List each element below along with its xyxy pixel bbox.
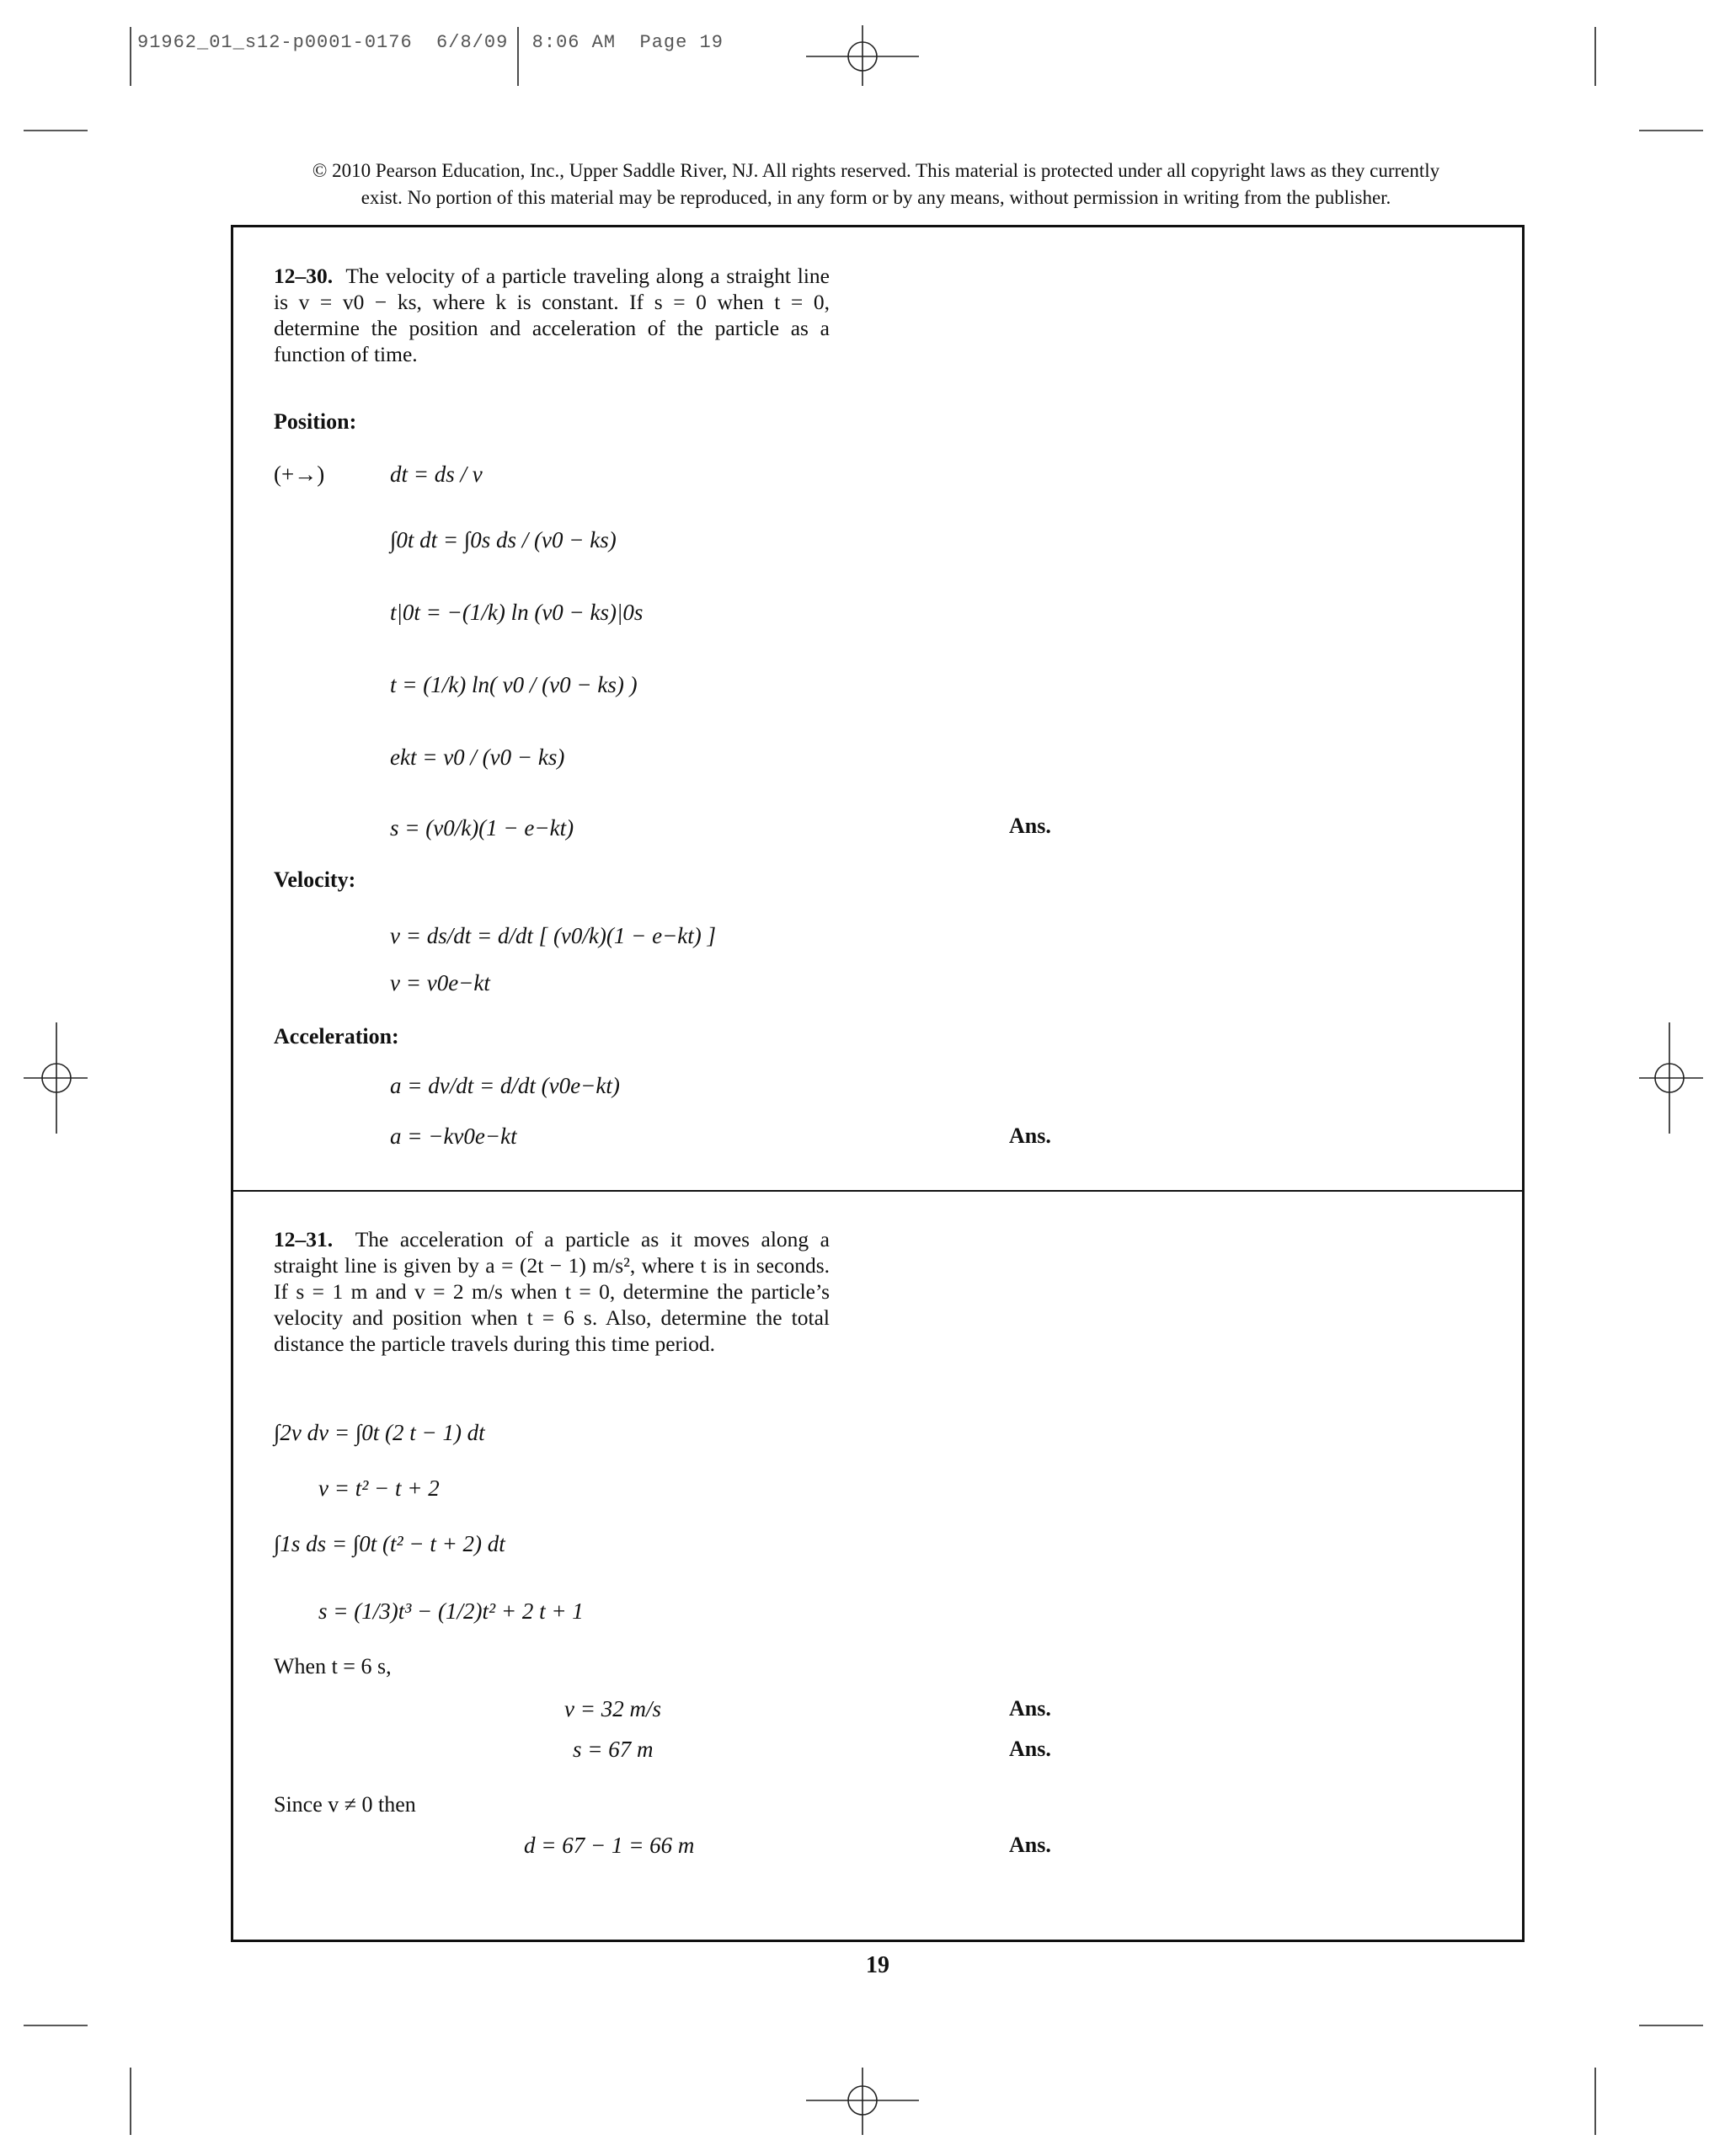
copyright-notice	[253, 157, 1499, 211]
answer-label-position-2: Ans.	[1009, 1737, 1051, 1761]
print-slug: 91962_01_s12-p0001-0176 6/8/09 8:06 AM Page 19	[137, 32, 724, 53]
problem-12-30-statement	[274, 263, 830, 367]
problem-text: The acceleration of a particle as it moves along a straight line is given by a = (2t − 1) m/s², where t is in seconds. If s = 1 m and v = 2 m/s when t = 0, determine the particle’s velocity and position when t = 6 s. Also, determine the total distance the particle travels during this time period.	[274, 1227, 830, 1356]
equation-s-result: s = (1/3)t³ − (1/2)t² + 2 t + 1	[318, 1598, 584, 1624]
equation-dt: dt = ds / v	[390, 462, 483, 487]
problem-number: 12–31.	[274, 1227, 334, 1251]
copyright-line-1: © 2010 Pearson Education, Inc., Upper Saddle River, NJ. All rights reserved. This material is protected under all copyright laws as they currently	[312, 160, 1440, 181]
problem-text: The velocity of a particle traveling along a straight line is v = v0 − ks, where k is constant. If s = 0 when t = 0, determine the position and acceleration of the particle as a function of time.	[274, 264, 830, 366]
equation-velocity-derivative: v = ds/dt = d/dt [ (v0/k)(1 − e−kt) ]	[390, 923, 717, 948]
answer-label-distance: Ans.	[1009, 1833, 1051, 1857]
when-statement: When t = 6 s,	[274, 1654, 392, 1678]
sign-convention: (+→)	[274, 462, 325, 487]
equation-integral-t: ∫0t dt = ∫0s ds / (v0 − ks)	[390, 527, 617, 552]
problem-number: 12–30.	[274, 264, 334, 288]
equation-t-solved: t = (1/k) ln( v0 / (v0 − ks) )	[390, 672, 638, 697]
result-distance: d = 67 − 1 = 66 m	[524, 1833, 695, 1858]
equation-position-result: s = (v0/k)(1 − e−kt)	[390, 815, 574, 841]
equation-exponential: ekt = v0 / (v0 − ks)	[390, 744, 565, 770]
since-statement: Since v ≠ 0 then	[274, 1792, 416, 1817]
equation-integral-s: ∫1s ds = ∫0t (t² − t + 2) dt	[274, 1531, 505, 1556]
answer-label-position: Ans.	[1009, 814, 1051, 838]
velocity-heading: Velocity:	[274, 867, 356, 892]
equation-v-result: v = t² − t + 2	[318, 1476, 440, 1501]
equation-acceleration-derivative: a = dv/dt = d/dt (v0e−kt)	[390, 1073, 620, 1098]
result-velocity: v = 32 m/s	[564, 1696, 661, 1721]
equation-integral-v: ∫2v dv = ∫0t (2 t − 1) dt	[274, 1420, 485, 1445]
equation-evaluated-t: t|0t = −(1/k) ln (v0 − ks)|0s	[390, 600, 644, 625]
copyright-line-2: exist. No portion of this material may be reproduced, in any form or by any means, without permission in writing from the publisher.	[360, 187, 1391, 208]
page-number: 19	[866, 1952, 889, 1978]
answer-label-acceleration: Ans.	[1009, 1123, 1051, 1148]
result-position: s = 67 m	[573, 1737, 654, 1762]
answer-label-velocity: Ans.	[1009, 1696, 1051, 1721]
acceleration-heading: Acceleration:	[274, 1024, 399, 1049]
problem-12-31-statement	[274, 1226, 830, 1357]
position-heading: Position:	[274, 409, 357, 434]
problem-divider	[231, 1190, 1525, 1192]
equation-velocity-result: v = v0e−kt	[390, 970, 490, 995]
equation-acceleration-result: a = −kv0e−kt	[390, 1123, 517, 1149]
